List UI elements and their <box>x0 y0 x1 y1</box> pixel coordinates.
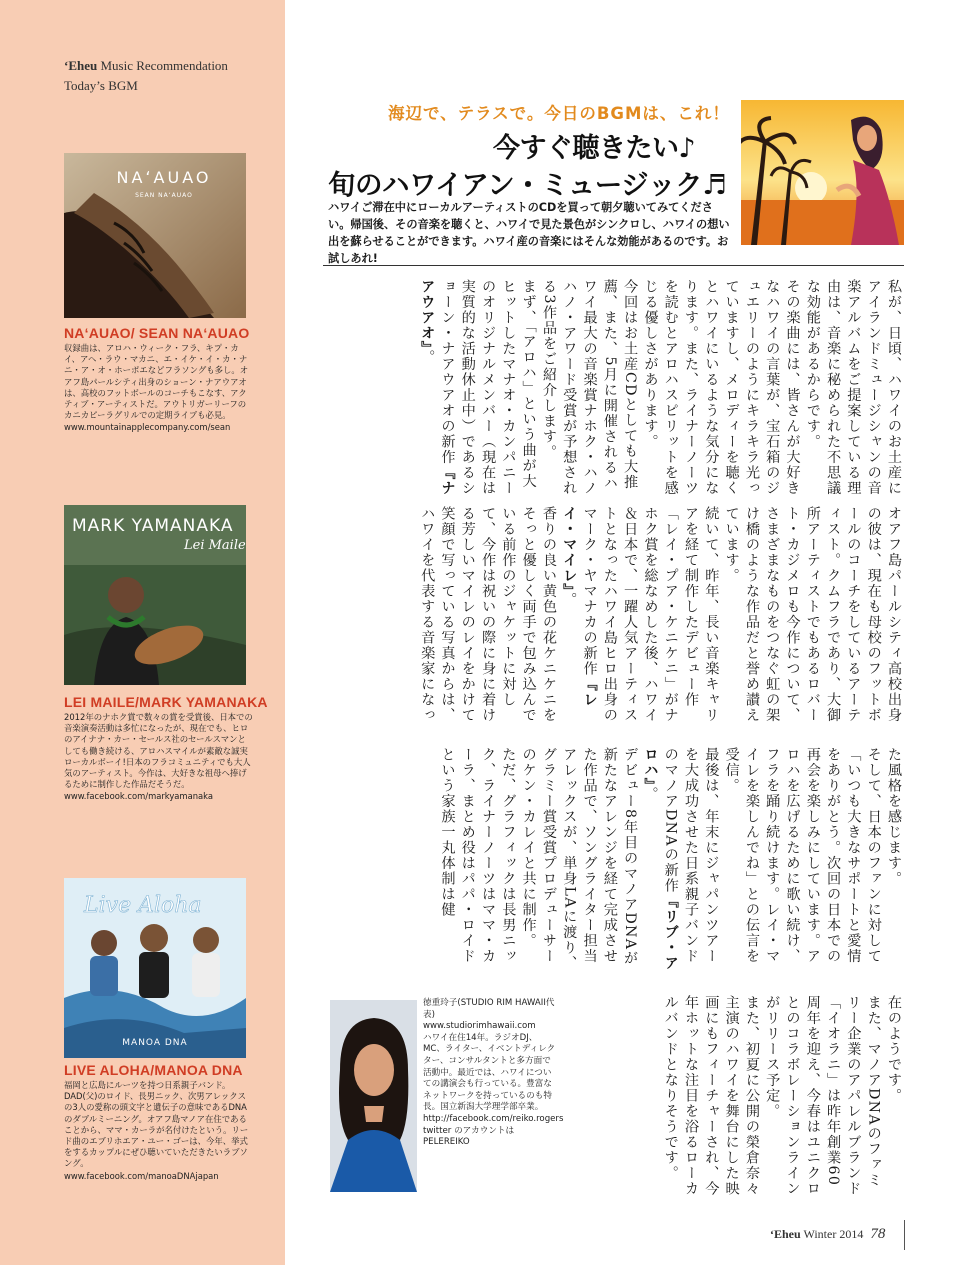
section-header <box>64 56 228 96</box>
album-title: LIVE ALOHA/MANOA DNA <box>64 1062 243 1078</box>
body-paragraph: 今回はお土産CDとしても大推薦、また、5月に開催されるハワイ最大の音楽賞ナホク・ハノハノ・アワード受賞が予想される3作品をご紹介します。 <box>540 279 639 496</box>
body-paragraph: ただ、グラフィックは長男ニック、ライナーノーツはママ・カーラ、まとめ役はパパ・ロイドという家族一丸体制は健 <box>439 747 517 964</box>
author-url[interactable]: www.studiorimhawaii.com <box>423 1021 536 1032</box>
author-photo <box>330 1000 417 1192</box>
album-url[interactable]: www.facebook.com/markyamanaka <box>64 791 214 802</box>
album-title: NAʻAUAO/ SEAN NAʻAUAO <box>64 325 250 341</box>
body-paragraph: また、初夏に公開の榮倉奈々主演のハワイを舞台にした映画にもフィーチャーされ、今年ホットな注目を浴るローカルバンドとなりそうです。 <box>662 995 760 1197</box>
body-column-block-1 <box>326 279 904 497</box>
album-description <box>64 343 254 434</box>
tagline: 海辺で、テラスで。今日のBGMは、これ！ <box>388 104 730 123</box>
body-punctuation: 。 <box>419 349 436 365</box>
body-column-block-2 <box>326 506 904 738</box>
album-cover-live-aloha <box>64 878 246 1058</box>
album-name-emphasis: 『リブ・アロハ』 <box>642 747 679 971</box>
body-paragraph: デビュー8年目のマノアDNAが新たなアレンジを経て完成させた作品で、ソングライター担当アレックスが、単身LAに渡り、グラミー賞受賞プロデューサーのケン・カレイと共に制作。 <box>520 747 639 971</box>
headline-line1: 今すぐ聴きたい♪ <box>493 133 696 164</box>
magazine-brand: ʻEheu <box>64 58 98 73</box>
page-footer <box>770 1226 885 1243</box>
album-description-text: 収録曲は、アロハ・ウィーク・フラ、キプ・カイ、アヘ・ラウ・マカニ、エ・イケ・イ・カ・ナニ・ア・オ・ホーポエなどフラソングも多し。オアフ島パールシティ出身のショーン・ナアウアオは、高校のフットボールのコーチもこなす、アクティブ・アーティストだ。アウトリガーリーフのカニカピーラグリルでの定期ライブも必見。 <box>64 343 249 421</box>
body-paragraph: 香りの良い黄色の花ケニケニをそっと優しく両手で包み込んでいる前作のジャケットに対して、今作は祝いの際に身に着ける芳しいマイレのレイをかけて笑顔で写っている写真からは、ハワイを代表する音楽家になっ <box>419 506 557 723</box>
cover-brand-text: MANOA DNA <box>122 1038 188 1048</box>
body-paragraph: そして、日本のファンに対して「いつも大きなサポートと愛情をありがとう。次回の日本での再会を楽しみにしています。アロハを広げるために歌い続け、フラを踊り続けます。レイ・マイレを楽しんでね」との伝言を受信。 <box>723 747 882 964</box>
body-column-block-4 <box>566 995 904 1200</box>
footer-rule <box>904 1220 905 1250</box>
body-paragraph: 最後は、年末にジャパンツアーを大成功させた日系親子バンドのマノアDNAの新作 <box>662 747 720 964</box>
album-cover-lei-maile <box>64 505 246 685</box>
body-punctuation: 。 <box>642 786 659 802</box>
album-name-emphasis: 『レイ・マイレ』 <box>561 506 598 708</box>
cover-artist-text: SEAN NAʻAUAO <box>135 192 193 199</box>
album-url[interactable]: www.mountainapplecompany.com/sean <box>64 422 231 433</box>
body-paragraph: 在のようです。 <box>886 995 902 1104</box>
hero-illustration <box>741 100 904 245</box>
page-number: 78 <box>870 1226 886 1242</box>
body-punctuation: 。 <box>561 591 578 608</box>
section-name: Music Recommendation <box>100 58 228 73</box>
cover-title-text: Live Aloha <box>84 893 202 918</box>
footer-brand: ʻEheu <box>770 1227 801 1241</box>
body-paragraph: 続いて、昨年、長い音楽キャリアを経て制作したデビュー作「レイ・プア・ケニケニ」がナホク賞を総なめした後、ハワイ＆日本で、一躍人気アーティストとなったハワイ島ヒロ出身のマーク・ヤマナカの新作 <box>581 506 720 723</box>
album-name-emphasis: 『ナアウアオ』 <box>419 279 456 496</box>
body-paragraph: た風格を感じます。 <box>886 747 902 887</box>
header-divider <box>323 265 904 266</box>
footer-issue: Winter 2014 <box>803 1227 864 1241</box>
body-paragraph: 私が、日頃、ハワイのお土産にアイランドミュージシャンの音楽アルバムをご提案している理由は、音楽に秘められた不思議な効能があるからです。 <box>804 279 902 496</box>
body-column-block-3 <box>326 747 904 979</box>
body-paragraph: また、マノアDNAのファミリー企業のアパレルブランド「イオラニ」は昨年創業60周年を迎え、今春はユニクロとのコラボレーションラインがリリース予定。 <box>764 995 882 1197</box>
album-description-text: 2012年のナホク賞で数々の賞を受賞後、日本での音楽演奏活動は多忙になったが、現在でも、ヒロのアイナナ・カー・セールス社のセールスマンとしても働き続ける、アロハスマイルが素敵な誠実ローカルボーイ!日本のフラコミュニティでも大人気のアーティスト。今作は、大好きな祖母へ捧げるために制作した作品だそうだ。 <box>64 712 253 790</box>
album-cover-naauao <box>64 153 246 318</box>
headline-line2: 旬のハワイアン・ミュージック♬ <box>328 169 727 201</box>
body-paragraph: その楽曲には、皆さんが大好きなハワイの言葉が、宝石箱のジュエリーのようにキラキラ光っていますし、メロディーを聴くとハワイにいるような気分になります。また、ライナーノーツを読むとアロハスピリットを感じる優しさがあります。 <box>642 279 801 496</box>
album-title: LEI MAILE/MARK YAMANAKA <box>64 694 268 710</box>
album-description <box>64 712 254 803</box>
album-description-text: 福岡と広島にルーツを持つ日系親子バンド。DAD(父)のロイド、長男ニック、次男アレックスの3人の愛称の頭文字と遺伝子の意味であるDNAのダブルミーニング。オアフ島マノア在住であることから、ママ・カーラが名付けたという。リード曲のエブリホエア・ユー・ゴーは、今年、挙式をするカップルにぜひ聴いていただきたいラブソング。 <box>64 1080 249 1169</box>
body-paragraph: オアフ島パールシティ高校出身の彼は、現在も母校のフットボールのコーチをしているアーティスト。クムフラであり、大御所アーティストでもあるロバート・カジメロも今作について、さまざまなものをつなぐ虹の架け橋のような作品だと誉め讃えています。 <box>723 506 902 723</box>
body-paragraph: まず、「アロハ」という曲が大ヒットしたマナオ・カンパニーのオリジナルメンバー（現在は実質的な活動休止中）であるショーン・ナアウアオの新作 <box>439 279 537 496</box>
album-description <box>64 1080 254 1182</box>
cover-title-text: MARK YAMANAKA <box>72 516 234 536</box>
cover-subtitle-text: Lei Maile <box>184 538 246 553</box>
album-url[interactable]: www.facebook.com/manoaDNAjapan <box>64 1170 219 1181</box>
subsection-name: Today’s BGM <box>64 78 138 93</box>
author-bio <box>423 998 564 1149</box>
author-name: 徳重玲子(STUDIO RIM HAWAII代表) <box>423 998 555 1020</box>
lead-paragraph: ハワイご滞在中にローカルアーティストのCDを買って朝夕聴いてみてください。帰国後、その音楽を聴くと、ハワイで見た景色がシンクロし、ハワイの想い出を蘇らせることができます。ハワイ産の音楽にはそんな効能があるのです。お試しあれ! <box>328 201 730 265</box>
author-bio-text: ハワイ在住14年。ラジオDJ、MC、ライター、イベントディレクター、コンサルタントと多方面で活動中。最近では、ハワイについての講演会も行っている。豊富なネットワークを持っているのも特長。国立新潟大学理学部卒業。http://facebook.com/reiko.rogers twitter のアカウントはPELEREIKO <box>423 1032 564 1148</box>
cover-title-text: NAʻAUAO <box>116 168 212 187</box>
